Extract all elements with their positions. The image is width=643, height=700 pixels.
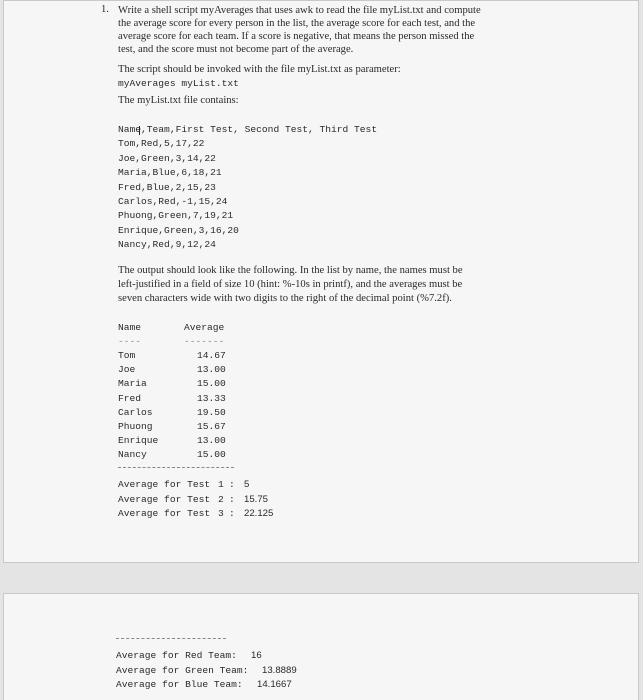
row-average: 13.33 [197, 392, 226, 404]
table-header-average: Average [184, 322, 225, 333]
table-header-rule-average: ------- [184, 336, 225, 347]
output-intro-line-2: left-justified in a field of size 10 (hint: %-10s in printf), and the averages must be [118, 279, 463, 290]
file-line: Enrique,Green,3,16,20 [118, 224, 239, 236]
row-name: Fred [118, 392, 142, 404]
row-average: 13.00 [197, 364, 226, 376]
text-cursor-icon [139, 126, 147, 135]
team-average-value: 16 [251, 650, 262, 661]
file-line: Fred,Blue,2,15,23 [118, 181, 216, 193]
row-average: 15.00 [197, 378, 226, 390]
row-name: Joe [118, 364, 136, 376]
question-line-2: the average score for every person in the list, the average score for each test, and the [118, 18, 476, 29]
row-average: 14.67 [197, 350, 226, 361]
row-name: Tom [118, 350, 136, 361]
invoke-line: The script should be invoked with the file myList.txt as parameter: [118, 64, 401, 75]
file-line: Joe,Green,3,14,22 [118, 152, 216, 164]
test-average-value: 15.75 [244, 493, 269, 505]
question-line-1: Write a shell script myAverages that uses awk to read the file myList.txt and compute [118, 5, 481, 16]
test-average-label: Average for Test [118, 493, 211, 505]
test-average-label: Average for Test [118, 508, 211, 519]
row-name: Nancy [118, 449, 147, 461]
test-average-label: Average for Test [118, 479, 211, 490]
command-line: myAverages myList.txt [118, 78, 239, 89]
row-name: Maria [118, 378, 147, 390]
row-average: 19.50 [197, 406, 226, 418]
output-intro-line-3: seven characters wide with two digits to the right of the decimal point (%7.2f). [118, 293, 452, 304]
test-number: 1 [218, 479, 224, 490]
question-line-4: test, and the score must not become part of the average. [118, 44, 354, 55]
row-name: Carlos [118, 406, 153, 418]
table-header-name: Name [118, 322, 142, 333]
team-average-label: Average for Green Team: [116, 664, 249, 676]
test-number: 2 [218, 493, 224, 505]
test-average-value: 22.125 [244, 508, 274, 519]
contains-line: The myList.txt file contains: [118, 95, 239, 106]
file-line: Carlos,Red,-1,15,24 [118, 196, 228, 207]
question-number: 1. [101, 4, 109, 15]
separator: : [229, 508, 235, 519]
team-average-label: Average for Red Team: [116, 650, 237, 661]
file-line: Nancy,Red,9,12,24 [118, 239, 216, 251]
row-average: 13.00 [197, 435, 226, 447]
team-average-value: 13.8889 [262, 664, 297, 676]
file-line: Maria,Blue,6,18,21 [118, 167, 222, 179]
team-average-value: 14.1667 [257, 679, 292, 690]
row-name: Phuong [118, 421, 153, 432]
file-line: Phuong,Green,7,19,21 [118, 210, 234, 222]
output-intro-line-1: The output should look like the following. In the list by name, the names must be [118, 265, 463, 276]
row-average: 15.67 [197, 421, 226, 432]
team-averages-panel [3, 593, 639, 700]
row-average: 15.00 [197, 449, 226, 461]
separator: : [229, 479, 235, 490]
team-average-label: Average for Blue Team: [116, 679, 243, 690]
separator: : [229, 493, 235, 505]
test-number: 3 [218, 508, 224, 519]
file-line: Name,Team,First Test, Second Test, Third Test [118, 124, 378, 135]
table-header-rule-name: ---- [118, 336, 142, 347]
team-averages-rule [116, 638, 226, 639]
question-line-3: average score for each team. If a score is negative, that means the person missed the [118, 31, 475, 42]
table-bottom-rule [118, 467, 234, 468]
file-line: Tom,Red,5,17,22 [118, 138, 205, 150]
row-name: Enrique [118, 435, 159, 447]
test-average-value: 5 [244, 479, 250, 490]
